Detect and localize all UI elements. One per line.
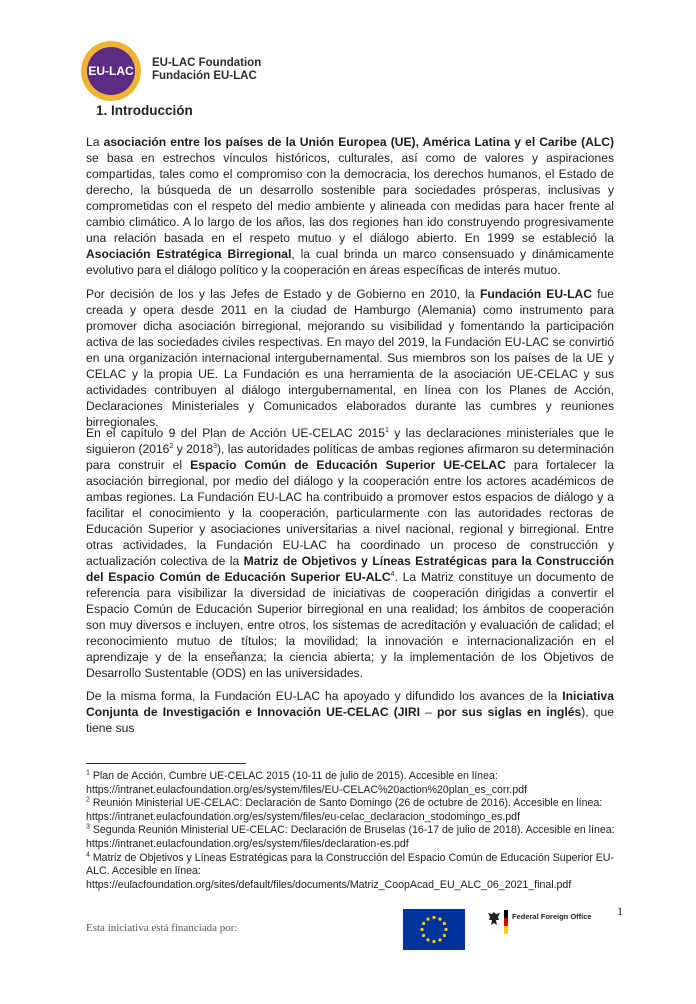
text-run: La [86,135,104,149]
page-number: 1 [617,904,623,918]
logo-text: EU-LAC [88,64,134,78]
footnote-link[interactable]: https://intranet.eulacfoundation.org/es/system/files/EU-CELAC%20action%20plan_es_corr.pdf [86,783,528,796]
federal-foreign-office-label: Federal Foreign Office [512,912,592,921]
text-run: fue creada y opera desde 2011 en la ciudad de Hamburgo (Alemania) como instrumento para promover dicha asociación birregional, mejorando su visibilidad y fomentando la participación activa de las sociedades civiles respectivas. En mayo del 2019, la Fundación EU-LAC se convirtió en una organización internacional intergubernamental. Sus miembros son los países de la UE y CELAC y la propia UE. La Fundación es una herramienta de la asociación UE-CELAC y sus actividades contribuyen al diálogo intergubernamental, en línea con los Planes de Acción, Declaraciones Ministeriales y Comunicados elaborados durante las cumbres y reuniones birregionales. [86,287,614,429]
text-run: y 2018 [173,442,214,456]
footnote-separator [86,763,246,764]
bold-text: asociación entre los países de la Unión Europea (UE), América Latina y el Caribe (ALC) [103,135,614,149]
footnotes [86,770,626,892]
org-name-en: EU-LAC Foundation [152,57,262,69]
footnote-ref[interactable]: 3 [213,442,217,450]
footnote-text: Matriz de Objetivos y Líneas Estratégicas para la Construcción del Espacio Común de Educación Superior EU-ALC. Accesible en línea: [86,851,614,878]
paragraph-3 [86,425,614,681]
footnote-number: 3 [86,823,90,831]
footnote-2 [86,797,626,824]
text-run: – [419,705,437,719]
text-run: y las declaraciones ministeriales que le siguieron (2016 [86,426,615,456]
bold-text: Matriz de Objetivos y Líneas Estratégicas para la Construcción del Espacio Común de Educación Superior EU-ALC [86,554,614,584]
text-run: En el capítulo 9 del Plan de Acción UE-CELAC 2015 [86,426,386,440]
text-run: De la misma forma, la Fundación EU-LAC ha apoyado y difundido los avances de la [86,689,563,703]
paragraph-2 [86,286,614,430]
text-run: ), que tiene sus [86,705,614,735]
german-flag-bar-icon [504,910,508,934]
text-run: Por decisión de los y las Jefes de Estado y de Gobierno en 2010, la [86,287,480,301]
eu-flag-icon [403,909,465,950]
paragraph-4 [86,688,614,736]
footnote-ref[interactable]: 2 [169,442,174,450]
footnote-text: Reunión Ministerial UE-CELAC: Declaración de Santo Domingo (26 de octubre de 2016). Accesible en línea: [89,797,603,810]
org-name-es: Fundación EU-LAC [152,70,257,82]
footnote-ref[interactable]: 4 [390,570,395,578]
footnote-text: Plan de Acción, Cumbre UE-CELAC 2015 (10-11 de julio de 2015). Accesible en línea: [89,770,498,782]
organization-names [152,57,261,83]
text-run: ), las autoridades políticas de ambas regiones afirmaron su determinación para construir el [86,442,615,472]
text-run: se basa en estrechos vínculos históricos, culturales, así como de valores y aspiraciones compartidas, tales como el compromiso con la democracia, los derechos humanos, el Estado de derecho, la búsqueda de un desarrollo sostenible para sociedades prósperas, inclusivas y comprometidas con el respeto del medio ambiente y alineada con medidas para hacer frente al cambio climático. A lo largo de los años, las dos regiones han ido construyendo progresivamente una relación basada en el respeto mutuo y el diálogo abierto. En 1999 se estableció la [86,151,614,245]
footnote-3 [86,824,626,851]
eu-lac-logo [80,40,142,102]
bold-text: Asociación Estratégica Birregional [86,247,292,261]
federal-eagle-icon [487,911,501,927]
bold-text: Fundación EU-LAC [479,287,592,301]
text-run: para fortalecer la asociación birregional, por medio del diálogo y la cooperación entre los actores académicos de ambas regiones. La Fundación EU-LAC ha contribuido a promover estos espacios de diálogo y a facilitar el conocimiento y la cooperación, particularmente con las autoridades rectoras de Educación Superior y asociaciones universitarias a nivel nacional, regional y birregional. Entre otras actividades, la Fundación EU-LAC ha coordinado un proceso de construcción y actualización colectiva de la [86,458,614,568]
footnote-number: 2 [86,796,90,804]
footnote-text: Segunda Reunión Ministerial UE-CELAC: Declaración de Bruselas (16-17 de julio de 2018). Accesible en línea: [89,824,615,837]
bold-text: por sus siglas en inglés [436,705,582,719]
footnote-link[interactable]: https://eulacfoundation.org/sites/default/files/documents/Matriz_CoopAcad_EU_ALC_06_2021_final.pdf [86,878,572,891]
footnote-link[interactable]: https://intranet.eulacfoundation.org/es/system/files/eu-celac_declaracion_stodomingo_es.pdf [86,810,521,823]
footnote-number: 1 [86,769,90,777]
bold-text: Iniciativa Conjunta de Investigación e Innovación UE-CELAC (JIRI [86,689,614,719]
paragraph-1 [86,134,614,278]
footnote-4 [86,852,626,893]
text-run: , la cual brinda un marco consensuado y dinámicamente evolutivo para el diálogo político y la cooperación en áreas específicas de interés mutuo. [86,247,614,277]
funding-label: Esta iniciativa está financiada por: [86,922,238,934]
text-run: . La Matriz constituye un documento de referencia para visibilizar la diversidad de iniciativas de cooperación dirigidas a convertir el Espacio Común de Educación Superior birregional en una realidad; los ámbitos de cooperación son muy diversos e incluyen, entre otros, los sistemas de acreditación y evaluación de calidad; el reconocimiento mutuo de títulos; la movilidad; la innovación e internacionalización en el aprendizaje y de la enseñanza; la ciencia abierta; y la implementación de los Objetivos de Desarrollo Sustentable (ODS) en las universidades. [86,570,614,680]
footnote-ref[interactable]: 1 [385,426,389,434]
footnote-1 [86,770,626,797]
section-heading: 1. Introducción [96,103,193,118]
bold-text: Espacio Común de Educación Superior UE-CELAC [190,458,506,472]
footnote-number: 4 [86,851,90,859]
footnote-link[interactable]: https://intranet.eulacfoundation.org/es/system/files/declaration-es.pdf [86,837,409,850]
